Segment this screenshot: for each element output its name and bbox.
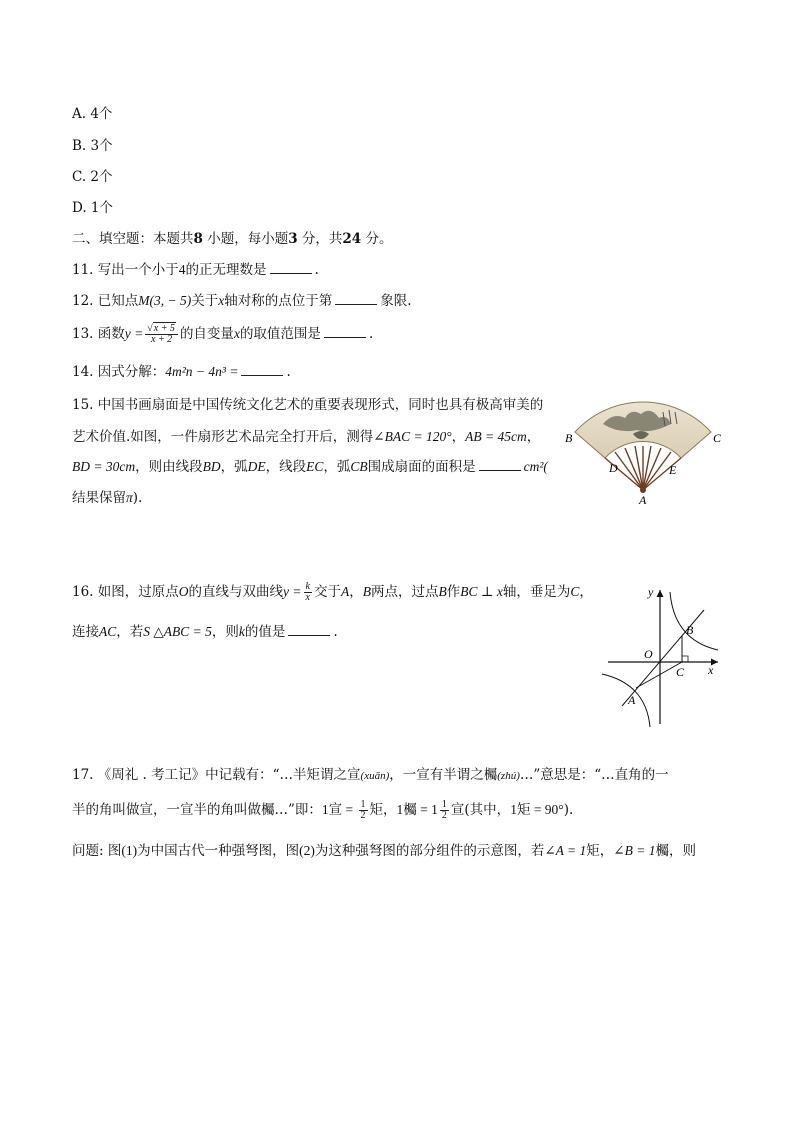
q16-line-2 — [72, 623, 338, 641]
q11-end: . — [314, 262, 319, 278]
fan-label-b: B — [565, 431, 573, 445]
graph-label-a: A — [628, 693, 636, 707]
q15-line2-text: 艺术价值.如图，一件扇形艺术品完全打开后，测得 — [72, 429, 374, 445]
fan-label-a: A — [639, 493, 647, 506]
q16-ac: AC — [99, 624, 117, 639]
q17-half-num2: 1 — [441, 799, 447, 810]
q17-one2: 1 — [396, 802, 404, 817]
q17-pinyin-zhu: (zhú) — [497, 770, 520, 782]
right-angle-mark — [682, 656, 688, 662]
answer-blank — [270, 261, 312, 274]
q15-line-1: 15. 中国书画扇面是中国传统文化艺术的重要表现形式，同时也具有极高审美的 — [72, 397, 544, 413]
q14-expression: 4m²n − 4n³ = — [165, 364, 239, 379]
q16-bc: BC ⊥ x — [460, 584, 503, 599]
question-13 — [72, 324, 373, 345]
q17-line3-b: 为中国古代一种强弩图，图 — [137, 843, 300, 859]
q16-text-a: 16. 如图，过原点 — [72, 584, 179, 600]
q15-line-3 — [72, 458, 548, 476]
q17-eq1: = — [342, 802, 357, 817]
q17-half-fraction — [359, 800, 368, 821]
q17-half-den: 2 — [360, 810, 366, 821]
q17-angle-a: ∠A = 1 — [544, 843, 587, 858]
q12-axis: x — [218, 293, 225, 308]
q15-seg-ec: EC — [306, 459, 324, 474]
fan-label-c: C — [713, 431, 722, 445]
section-total: 24 — [342, 231, 362, 247]
q13-text-c: 的取值范围是 — [239, 326, 321, 342]
q16-y-eq: y = — [283, 584, 302, 599]
q13-y-eq: y = — [124, 326, 144, 341]
q15-line4-end: ). — [132, 490, 143, 506]
q17-half-fraction-2 — [440, 800, 449, 821]
fan-label-d: D — [609, 461, 618, 475]
q15-line4-text: 结果保留 — [72, 490, 126, 506]
fan-label-e: E — [669, 463, 677, 477]
q16-line2-b: ，若 — [116, 624, 144, 640]
question-14 — [72, 363, 291, 381]
fan-figure — [563, 394, 723, 506]
q11-text-a: 11. 写出一个小于 — [72, 262, 179, 278]
q12-text-a: 12. 已知点 — [72, 293, 139, 309]
q16-line-1 — [72, 582, 593, 603]
q16-area: S △ABC = 5 — [143, 624, 212, 639]
q16-line2-c: ，则 — [211, 624, 239, 640]
q17-sep3: ， — [599, 843, 614, 859]
q15-line3-c: ，线段 — [265, 459, 307, 475]
option-c: C. 2个 — [72, 169, 113, 185]
q17-eq2: = 1 — [416, 802, 438, 817]
section-heading-mid2: 分，共 — [301, 231, 343, 247]
q17-fig1: (1) — [121, 843, 138, 858]
q16-b: B — [362, 584, 371, 599]
q16-text-g: 轴，垂足为 — [502, 584, 571, 600]
graph-label-y: y — [648, 585, 654, 599]
q15-line-2 — [72, 428, 540, 446]
fan-image — [563, 394, 723, 506]
q17-pinyin-xuan: (xuān) — [360, 770, 390, 782]
q16-text-d: ， — [349, 584, 363, 600]
option-b: B. 3个 — [72, 138, 113, 154]
q17-ju3: 矩 — [586, 843, 600, 859]
q17-zhu2: 欘 — [655, 843, 669, 859]
q16-line2-a: 连接 — [72, 624, 99, 640]
answer-blank — [288, 623, 330, 636]
q15-line3-b: ，弧 — [220, 459, 248, 475]
q16-a: A — [340, 584, 350, 599]
q17-line-2 — [72, 800, 573, 821]
q17-zhu: 欘 — [403, 802, 417, 818]
q17-one3: 1 — [510, 802, 517, 817]
q17-xuan: 宣 — [328, 802, 343, 818]
q17-line3-a: 问题: 图 — [72, 843, 122, 859]
q17-angle-b: ∠B = 1 — [613, 843, 656, 858]
q16-text-c: 交于 — [313, 584, 341, 600]
q17-line-1 — [72, 766, 669, 785]
q15-pi: π — [126, 490, 133, 505]
q16-k: k — [305, 581, 310, 592]
graph-label-o: O — [644, 647, 653, 661]
section-heading-mid1: 小题，每小题 — [207, 231, 289, 247]
q15-ab: AB = 45cm — [465, 429, 527, 444]
q12-text-d: 象限. — [380, 293, 412, 309]
answer-blank — [241, 363, 283, 376]
q16-fraction — [304, 582, 312, 603]
q12-text-b: 关于 — [191, 293, 219, 309]
question-12 — [72, 292, 412, 310]
q11-number: 4 — [178, 262, 186, 277]
q15-bd: BD = 30cm — [72, 459, 136, 474]
option-d: D. 1个 — [72, 200, 114, 216]
q16-b2: B — [438, 584, 447, 599]
q13-text-a: 13. 函数 — [72, 326, 125, 342]
section-heading-suffix: 分。 — [365, 231, 393, 247]
q15-sep: ， — [451, 429, 466, 445]
q17-half-den2: 2 — [441, 810, 447, 821]
section-heading-prefix: 二、填空题：本题共 — [72, 231, 194, 247]
q15-angle: ∠BAC = 120° — [373, 429, 452, 444]
option-a: A. 4个 — [72, 106, 113, 122]
q17-line1-c: …”意思是：“…直角的一 — [519, 767, 669, 783]
q17-line3-c: 为这种强弩图的部分组件的示意图，若 — [314, 843, 545, 859]
q12-point: M(3, − 5) — [138, 293, 192, 308]
q13-var: x — [233, 326, 240, 341]
section-heading — [72, 230, 393, 248]
q13-fraction — [145, 324, 178, 345]
q15-sep2: ， — [526, 429, 541, 445]
q15-unit: cm²( — [523, 459, 548, 474]
q16-text-h: ， — [579, 584, 593, 600]
q17-line1-b: ，一宣有半谓之欘 — [389, 767, 498, 783]
q15-arc-de: DE — [247, 459, 266, 474]
q11-text-b: 的正无理数是 — [185, 262, 267, 278]
q16-end: . — [333, 624, 338, 640]
q16-c: C — [570, 584, 580, 599]
answer-blank — [324, 325, 366, 338]
q12-text-c: 轴对称的点位于第 — [224, 293, 333, 309]
section-points: 3 — [288, 231, 298, 247]
answer-blank — [479, 458, 521, 471]
graph-label-x: x — [708, 663, 714, 677]
answer-blank — [335, 292, 377, 305]
q17-sep: ， — [383, 802, 397, 818]
q17-line3-end: ，则 — [668, 843, 696, 859]
q17-deg: = 90° — [530, 802, 564, 817]
q17-one1: 1 — [321, 802, 329, 817]
q17-end: ). — [563, 802, 574, 818]
q15-line3-a: ，则由线段 — [135, 459, 203, 475]
q17-fig2: (2) — [299, 843, 315, 858]
q13-denominator: x + 2 — [151, 334, 173, 345]
q13-end: . — [368, 326, 374, 342]
q16-x: x — [305, 592, 310, 603]
q14-end: . — [286, 364, 291, 380]
q13-numerator-text: x + 5 — [153, 323, 175, 334]
hyperbola-figure — [600, 582, 724, 727]
q17-ju: 矩 — [369, 802, 384, 818]
q16-text-f: 作 — [446, 584, 461, 600]
q16-text-b: 的直线与双曲线 — [188, 584, 284, 600]
q13-text-b: 的自变量 — [179, 326, 234, 342]
section-count: 8 — [193, 231, 203, 247]
q16-line2-d: 的值是 — [244, 624, 286, 640]
q17-ju2: 矩 — [516, 802, 531, 818]
graph-label-b: B — [686, 623, 694, 637]
q17-half-num: 1 — [360, 799, 366, 810]
question-11 — [72, 261, 319, 279]
q16-o: O — [178, 584, 189, 599]
q13-numerator: √x + 5 — [145, 324, 178, 335]
q17-line1-a: 17. 《周礼 . 考工记》中记载有：“…半矩谓之宣 — [72, 767, 361, 783]
graph-label-c: C — [676, 665, 685, 679]
q15-arc-cb: CB — [350, 459, 368, 474]
q17-line2-a: 半的角叫做宣，一宣半的角叫做欘…”即： — [72, 802, 322, 818]
q15-seg-bd: BD — [202, 459, 221, 474]
q16-kval: k — [238, 624, 245, 639]
q14-text-a: 14. 因式分解： — [72, 364, 166, 380]
hyperbola-diagram — [600, 582, 724, 727]
q15-line3-e: 围成扇面的面积是 — [367, 459, 476, 475]
q16-text-e: 两点，过点 — [370, 584, 439, 600]
q15-line3-d: ，弧 — [323, 459, 351, 475]
q17-xuan2: 宣(其中， — [450, 802, 511, 818]
q17-line-3 — [72, 842, 696, 860]
q15-line-4 — [72, 489, 142, 507]
